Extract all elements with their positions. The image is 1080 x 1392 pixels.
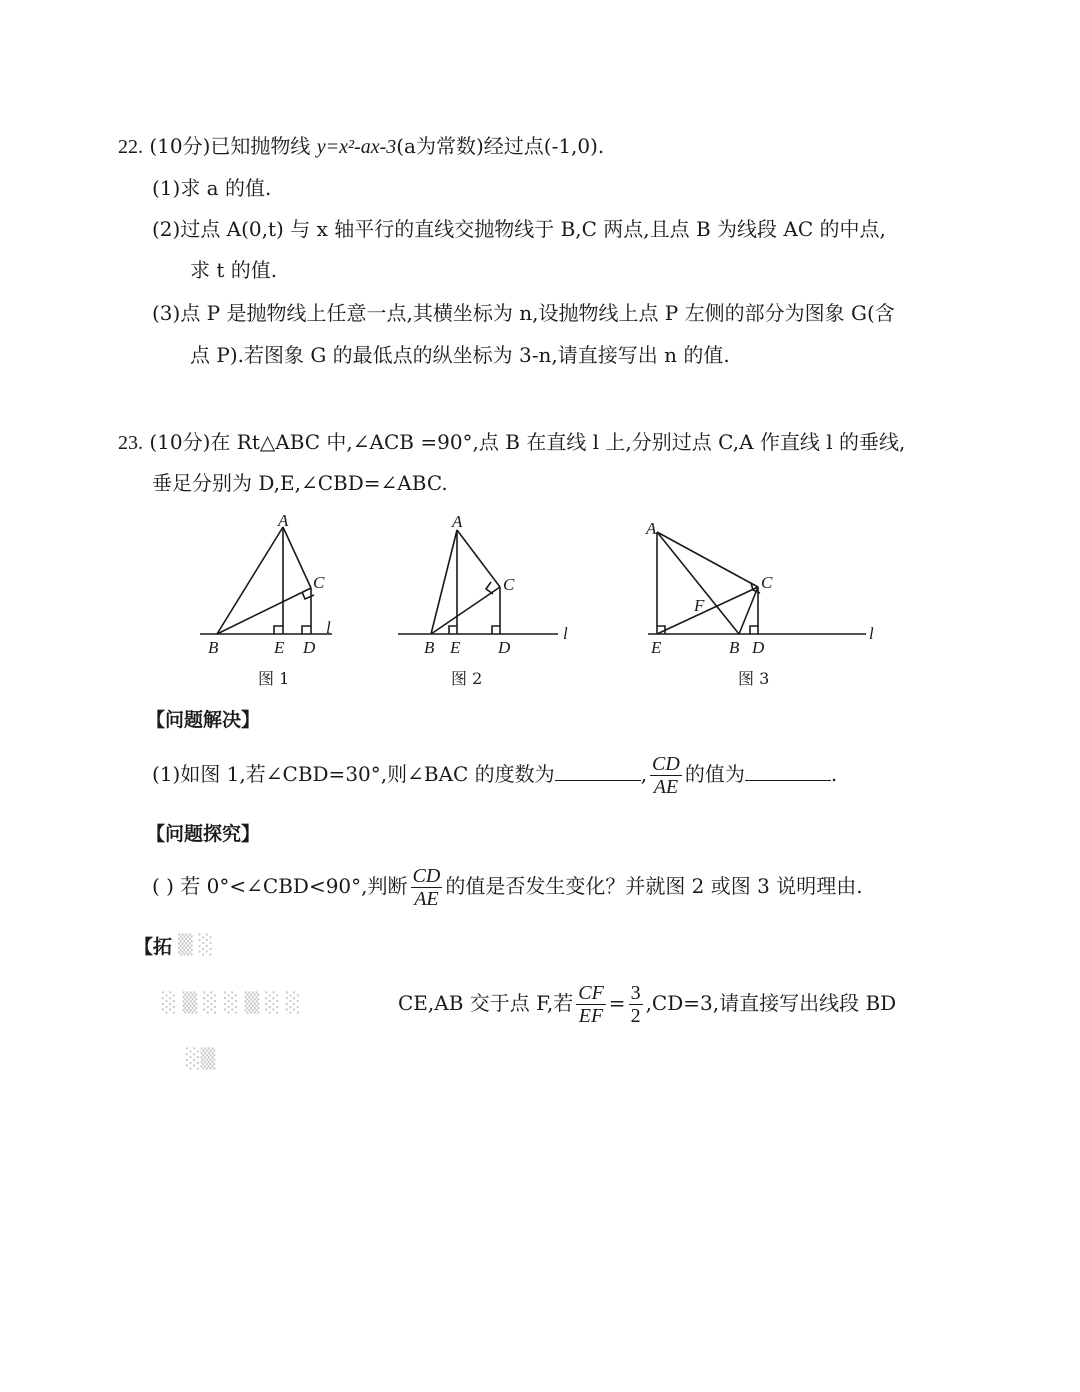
q22-part2-line1: (2)过点 A(0,t) 与 x 轴平行的直线交抛物线于 B,C 两点,且点 B 为线段 AC 的中点, (152, 217, 886, 241)
fig2-segment-AC (457, 530, 500, 587)
fig1-label-D: D (303, 638, 316, 657)
fig1-right-angle-E (274, 626, 283, 634)
fig1-right-angle-C (302, 592, 314, 599)
q23-stem-text: 在 Rt△ABC 中,∠ACB =90°,点 B 在直线 l 上,分别过点 C,A 作直线 l 的垂线, (210, 430, 906, 454)
q23-part2-text-a: ( ) 若 0°<∠CBD<90°,判断 (152, 874, 408, 898)
q22-part1: (1)求 a 的值. (152, 176, 272, 200)
fraction-cf-ef (576, 982, 606, 1027)
fig2-right-angle-D (492, 626, 500, 634)
section-problem-exploration: 【问题探究】 (146, 823, 261, 845)
faded-text-heading: ▒ ░ (178, 934, 214, 956)
section-extension-partial: 【拓 (134, 936, 173, 958)
q22-equation: y=x²-ax-3 (316, 136, 397, 158)
fraction-denominator: EF (578, 1005, 604, 1027)
fig2-label-A: A (452, 512, 463, 531)
q23-part3-text-b: ,CD=3,请直接写出线段 BD (645, 991, 897, 1015)
fig3-caption: 图 3 (738, 669, 770, 688)
fraction-cd-ae-2 (411, 865, 443, 910)
q22-stem-b: (a为常数)经过点(-1,0). (396, 134, 605, 158)
fig3-label-D: D (752, 638, 765, 657)
fig3-label-F: F (694, 596, 705, 615)
figure-3 (648, 532, 866, 634)
figure-2 (398, 530, 558, 634)
fraction-numerator: 3 (630, 982, 641, 1004)
answer-blank-angle[interactable] (555, 762, 641, 781)
fig1-label-B: B (208, 638, 219, 657)
q23-part2 (152, 862, 863, 910)
q22-score: (10分) (149, 134, 211, 158)
q23-stem-line1 (118, 428, 905, 457)
fraction-numerator: CF (578, 982, 604, 1004)
fig3-label-B: B (729, 638, 740, 657)
answer-blank-ratio[interactable] (745, 762, 831, 781)
fig2-label-E: E (450, 638, 461, 657)
fraction-denominator: AE (653, 776, 679, 798)
fig2-caption: 图 2 (451, 669, 483, 688)
q23-part1 (152, 750, 837, 798)
fig2-label-C: C (503, 575, 515, 594)
q22-number: 22. (118, 136, 143, 158)
equals-sign: = (608, 991, 626, 1015)
fig2-label-B: B (424, 638, 435, 657)
fraction-numerator: CD (652, 753, 680, 775)
faded-text-tail: ░▒ (186, 1048, 216, 1070)
fig3-right-angle-D (750, 626, 758, 634)
fig1-caption: 图 1 (258, 669, 290, 688)
fig1-label-C: C (313, 573, 325, 592)
fig2-label-D: D (498, 638, 511, 657)
faded-text-line: ░ ▒ ░ ░ ▒ ░ ░ (162, 992, 301, 1014)
fig2-label-l: l (563, 624, 568, 643)
fraction-denominator: 2 (630, 1005, 641, 1027)
fig3-label-C: C (761, 573, 773, 592)
fig2-right-angle-E (449, 626, 457, 634)
fig3-label-l: l (869, 624, 874, 643)
section-problem-solving: 【问题解决】 (146, 709, 261, 731)
fig3-label-A: A (646, 519, 657, 538)
fraction-numerator: CD (412, 865, 441, 887)
fraction-denominator: AE (414, 888, 439, 910)
q22-part2-line2: 求 t 的值. (190, 258, 278, 282)
q23-stem-line2: 垂足分别为 D,E,∠CBD=∠ABC. (152, 471, 448, 495)
fig1-label-l: l (326, 618, 331, 637)
q22-part3-line2: 点 P).若图象 G 的最低点的纵坐标为 3-n,请直接写出 n 的值. (190, 343, 730, 367)
q23-part1-comma: , (640, 762, 648, 786)
fig1-label-A: A (278, 511, 289, 530)
q23-part1-text-a: (1)如图 1,若∠CBD=30°,则∠BAC 的度数为 (152, 762, 555, 786)
fraction-three-halves (629, 982, 643, 1027)
fig1-label-E: E (274, 638, 285, 657)
fig1-segment-AC (283, 527, 311, 588)
q23-part1-text-c: 的值为 (684, 762, 745, 786)
fig3-segment-AC (657, 532, 758, 587)
fig3-label-E: E (651, 638, 662, 657)
q23-figures (0, 510, 1080, 710)
fraction-cd-ae (650, 753, 682, 798)
q22-part3-line1: (3)点 P 是抛物线上任意一点,其横坐标为 n,设抛物线上点 P 左侧的部分为图象 G(含 (152, 301, 895, 325)
q23-score: (10分) (149, 430, 211, 454)
q23-part3-text-a: CE,AB 交于点 F,若 (398, 991, 574, 1015)
q23-part1-period: . (830, 762, 838, 786)
fig1-right-angle-D (302, 626, 311, 634)
q23-part3 (398, 978, 896, 1028)
q23-number: 23. (118, 432, 143, 454)
q22-stem (118, 132, 604, 161)
q22-stem-a: 已知抛物线 (210, 134, 311, 158)
fig3-segment-AB (657, 532, 739, 634)
q23-part2-text-b: 的值是否发生变化？并就图 2 或图 3 说明理由. (445, 874, 863, 898)
